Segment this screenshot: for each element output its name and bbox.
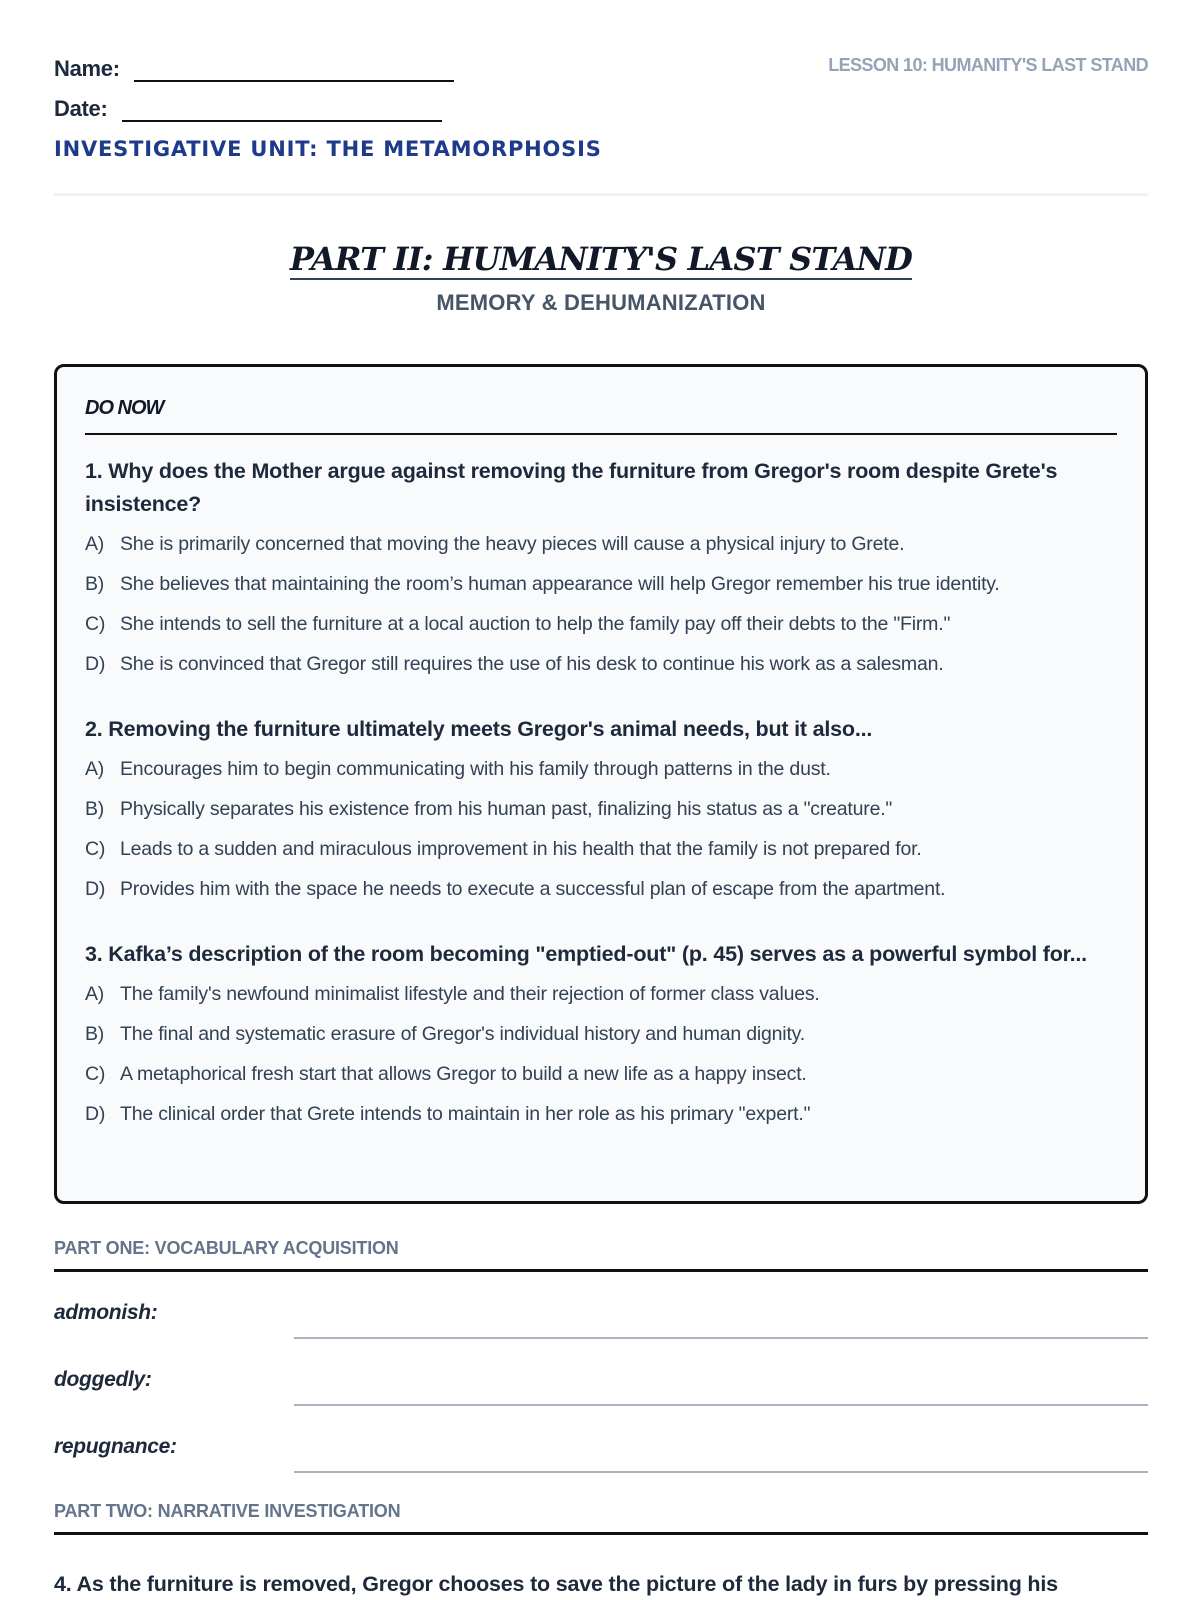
question-1: 1. Why does the Mother argue against removing the furniture from Gregor's room despite Grete's insistence? bbox=[85, 459, 1058, 516]
title-block bbox=[54, 240, 1148, 316]
do-now-title: DO NOW bbox=[85, 397, 1117, 435]
option-2c[interactable] bbox=[85, 838, 1117, 878]
option-letter: A) bbox=[85, 758, 105, 780]
option-letter: C) bbox=[85, 838, 106, 860]
option-letter: A) bbox=[85, 533, 105, 555]
date-field bbox=[54, 96, 442, 122]
worksheet-page bbox=[54, 0, 1148, 1596]
option-letter: C) bbox=[85, 613, 106, 635]
vocab-term: admonish: bbox=[54, 1301, 158, 1324]
option-text: She is convinced that Gregor still requires the use of his desk to continue his work as a salesman. bbox=[120, 653, 944, 675]
option-1b[interactable] bbox=[85, 573, 1117, 613]
option-text: Provides him with the space he needs to execute a successful plan of escape from the apartment. bbox=[120, 878, 946, 900]
vocab-row bbox=[54, 1301, 1148, 1341]
vocab-answer-line[interactable] bbox=[294, 1471, 1148, 1473]
vocab-row bbox=[54, 1435, 1148, 1475]
worksheet-header bbox=[54, 0, 1148, 196]
option-text: The final and systematic erasure of Gregor's individual history and human dignity. bbox=[120, 1023, 805, 1045]
header-divider bbox=[54, 193, 1148, 196]
option-2d[interactable] bbox=[85, 878, 1117, 918]
option-text: She is primarily concerned that moving the heavy pieces will cause a physical injury to Grete. bbox=[120, 533, 905, 555]
option-1d[interactable] bbox=[85, 653, 1117, 693]
vocab-answer-line[interactable] bbox=[294, 1404, 1148, 1406]
option-3a[interactable] bbox=[85, 983, 1117, 1023]
option-letter: B) bbox=[85, 573, 105, 595]
page-title: PART II: HUMANITY'S LAST STAND bbox=[289, 240, 913, 278]
page-subtitle: MEMORY & DEHUMANIZATION bbox=[436, 290, 766, 315]
option-1c[interactable] bbox=[85, 613, 1117, 653]
question-3-options bbox=[85, 983, 1117, 1143]
unit-title: INVESTIGATIVE UNIT: THE METAMORPHOSIS bbox=[54, 137, 602, 161]
question-3: 3. Kafka’s description of the room becoming "emptied-out" (p. 45) serves as a powerful symbol for... bbox=[85, 942, 1087, 966]
option-letter: B) bbox=[85, 798, 105, 820]
option-3c[interactable] bbox=[85, 1063, 1117, 1103]
option-letter: C) bbox=[85, 1063, 106, 1085]
option-text: Leads to a sudden and miraculous improvement in his health that the family is not prepared for. bbox=[120, 838, 922, 860]
question-2-options bbox=[85, 758, 1117, 918]
lesson-tag: LESSON 10: HUMANITY'S LAST STAND bbox=[828, 55, 1148, 75]
question-2: 2. Removing the furniture ultimately meets Gregor's animal needs, but it also... bbox=[85, 717, 873, 741]
option-2a[interactable] bbox=[85, 758, 1117, 798]
section-heading-vocabulary: PART ONE: VOCABULARY ACQUISITION bbox=[54, 1238, 1148, 1272]
option-text: The clinical order that Grete intends to maintain in her role as his primary "expert." bbox=[120, 1103, 811, 1125]
vocab-term: repugnance: bbox=[54, 1435, 177, 1458]
vocab-answer-line[interactable] bbox=[294, 1337, 1148, 1339]
option-text: A metaphorical fresh start that allows Gregor to build a new life as a happy insect. bbox=[120, 1063, 807, 1085]
option-text: Physically separates his existence from his human past, finalizing his status as a "creature." bbox=[120, 798, 893, 820]
question-1-options bbox=[85, 533, 1117, 693]
date-blank-line[interactable] bbox=[122, 96, 442, 122]
section-heading-narrative: PART TWO: NARRATIVE INVESTIGATION bbox=[54, 1501, 1148, 1535]
option-text: Encourages him to begin communicating with his family through patterns in the dust. bbox=[120, 758, 831, 780]
option-letter: D) bbox=[85, 1103, 106, 1125]
name-field bbox=[54, 56, 454, 82]
option-text: She believes that maintaining the room’s human appearance will help Gregor remember his true identity. bbox=[120, 573, 1000, 595]
option-letter: B) bbox=[85, 1023, 105, 1045]
date-label: Date: bbox=[54, 96, 108, 121]
option-text: She intends to sell the furniture at a local auction to help the family pay off their debts to the "Firm." bbox=[120, 613, 951, 635]
option-text: The family's newfound minimalist lifestyle and their rejection of former class values. bbox=[120, 983, 820, 1005]
option-2b[interactable] bbox=[85, 798, 1117, 838]
vocab-term: doggedly: bbox=[54, 1368, 152, 1391]
vocab-row bbox=[54, 1368, 1148, 1408]
option-letter: D) bbox=[85, 878, 106, 900]
name-blank-line[interactable] bbox=[134, 56, 454, 82]
option-3d[interactable] bbox=[85, 1103, 1117, 1143]
option-letter: A) bbox=[85, 983, 105, 1005]
name-label: Name: bbox=[54, 56, 120, 81]
do-now-box bbox=[54, 364, 1148, 1204]
option-letter: D) bbox=[85, 653, 106, 675]
question-4: 4. As the furniture is removed, Gregor chooses to save the picture of the lady in furs by pressing his bbox=[54, 1572, 1058, 1596]
option-3b[interactable] bbox=[85, 1023, 1117, 1063]
option-1a[interactable] bbox=[85, 533, 1117, 573]
